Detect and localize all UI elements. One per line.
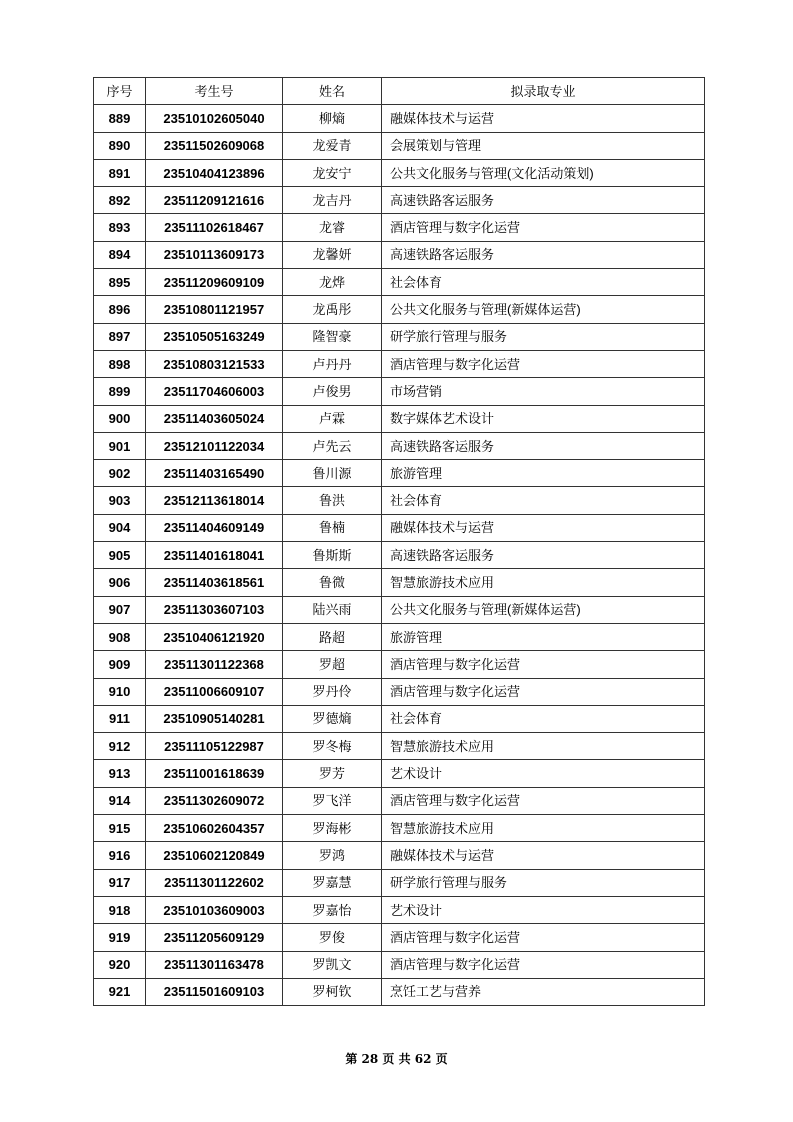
major: 会展策划与管理	[382, 132, 705, 159]
student-name: 龙馨妍	[283, 241, 382, 268]
student-name: 罗冬梅	[283, 733, 382, 760]
major: 智慧旅游技术应用	[382, 733, 705, 760]
table-row	[94, 187, 705, 214]
student-name: 卢霖	[283, 405, 382, 432]
exam-number: 23511403618561	[146, 569, 283, 596]
row-index: 902	[94, 460, 146, 487]
row-index: 889	[94, 105, 146, 132]
table-row	[94, 241, 705, 268]
major: 融媒体技术与运营	[382, 514, 705, 541]
table-row	[94, 924, 705, 951]
table-row	[94, 896, 705, 923]
student-name: 罗丹伶	[283, 678, 382, 705]
exam-number: 23510505163249	[146, 323, 283, 350]
exam-number: 23511301163478	[146, 951, 283, 978]
exam-number: 23510113609173	[146, 241, 283, 268]
major: 社会体育	[382, 705, 705, 732]
major: 高速铁路客运服务	[382, 241, 705, 268]
exam-number: 23510406121920	[146, 623, 283, 650]
table-row	[94, 760, 705, 787]
major: 酒店管理与数字化运营	[382, 951, 705, 978]
major: 酒店管理与数字化运营	[382, 651, 705, 678]
exam-number: 23511404609149	[146, 514, 283, 541]
student-name: 卢丹丹	[283, 350, 382, 377]
row-index: 912	[94, 733, 146, 760]
table-row	[94, 460, 705, 487]
exam-number: 23511301122368	[146, 651, 283, 678]
major: 艺术设计	[382, 896, 705, 923]
major: 艺术设计	[382, 760, 705, 787]
major: 社会体育	[382, 487, 705, 514]
row-index: 898	[94, 350, 146, 377]
student-name: 罗超	[283, 651, 382, 678]
row-index: 921	[94, 978, 146, 1005]
table-body	[94, 105, 705, 1006]
page-footer: 第 28 页 共 62 页	[345, 1052, 448, 1066]
major: 公共文化服务与管理(文化活动策划)	[382, 159, 705, 186]
student-name: 鲁川源	[283, 460, 382, 487]
header-exam-number: 考生号	[146, 78, 283, 105]
table-row	[94, 733, 705, 760]
row-index: 892	[94, 187, 146, 214]
row-index: 914	[94, 787, 146, 814]
row-index: 910	[94, 678, 146, 705]
student-name: 陆兴雨	[283, 596, 382, 623]
student-name: 卢先云	[283, 432, 382, 459]
exam-number: 23512113618014	[146, 487, 283, 514]
row-index: 908	[94, 623, 146, 650]
exam-number: 23510103609003	[146, 896, 283, 923]
row-index: 890	[94, 132, 146, 159]
student-name: 卢俊男	[283, 378, 382, 405]
major: 旅游管理	[382, 623, 705, 650]
student-name: 罗柯钦	[283, 978, 382, 1005]
student-name: 罗海彬	[283, 815, 382, 842]
major: 高速铁路客运服务	[382, 432, 705, 459]
table-row	[94, 432, 705, 459]
exam-number: 23511403165490	[146, 460, 283, 487]
row-index: 906	[94, 569, 146, 596]
major: 酒店管理与数字化运营	[382, 787, 705, 814]
student-name: 鲁微	[283, 569, 382, 596]
row-index: 891	[94, 159, 146, 186]
exam-number: 23511401618041	[146, 542, 283, 569]
exam-number: 23511105122987	[146, 733, 283, 760]
row-index: 916	[94, 842, 146, 869]
row-index: 895	[94, 269, 146, 296]
table-row	[94, 269, 705, 296]
major: 智慧旅游技术应用	[382, 569, 705, 596]
table-row	[94, 405, 705, 432]
exam-number: 23511301122602	[146, 869, 283, 896]
row-index: 901	[94, 432, 146, 459]
major: 酒店管理与数字化运营	[382, 350, 705, 377]
row-index: 913	[94, 760, 146, 787]
table-row	[94, 596, 705, 623]
major: 酒店管理与数字化运营	[382, 214, 705, 241]
row-index: 900	[94, 405, 146, 432]
row-index: 896	[94, 296, 146, 323]
exam-number: 23512101122034	[146, 432, 283, 459]
exam-number: 23511502609068	[146, 132, 283, 159]
row-index: 911	[94, 705, 146, 732]
table-row	[94, 787, 705, 814]
exam-number: 23510102605040	[146, 105, 283, 132]
exam-number: 23511704606003	[146, 378, 283, 405]
table-row	[94, 815, 705, 842]
major: 高速铁路客运服务	[382, 542, 705, 569]
student-name: 隆智豪	[283, 323, 382, 350]
row-index: 897	[94, 323, 146, 350]
row-index: 920	[94, 951, 146, 978]
student-name: 罗凯文	[283, 951, 382, 978]
exam-number: 23511102618467	[146, 214, 283, 241]
header-name: 姓名	[283, 78, 382, 105]
student-name: 罗德熵	[283, 705, 382, 732]
table-row	[94, 678, 705, 705]
row-index: 909	[94, 651, 146, 678]
student-name: 柳熵	[283, 105, 382, 132]
table-row	[94, 951, 705, 978]
major: 数字媒体艺术设计	[382, 405, 705, 432]
major: 研学旅行管理与服务	[382, 869, 705, 896]
major: 烹饪工艺与营养	[382, 978, 705, 1005]
exam-number: 23511403605024	[146, 405, 283, 432]
table-row	[94, 569, 705, 596]
table-row	[94, 705, 705, 732]
major: 研学旅行管理与服务	[382, 323, 705, 350]
major: 公共文化服务与管理(新媒体运营)	[382, 596, 705, 623]
row-index: 905	[94, 542, 146, 569]
exam-number: 23510905140281	[146, 705, 283, 732]
exam-number: 23511501609103	[146, 978, 283, 1005]
header-major: 拟录取专业	[382, 78, 705, 105]
table-row	[94, 350, 705, 377]
table-row	[94, 487, 705, 514]
major: 智慧旅游技术应用	[382, 815, 705, 842]
row-index: 893	[94, 214, 146, 241]
row-index: 918	[94, 896, 146, 923]
row-index: 894	[94, 241, 146, 268]
student-name: 龙烨	[283, 269, 382, 296]
exam-number: 23510602604357	[146, 815, 283, 842]
table-row	[94, 514, 705, 541]
student-name: 罗俊	[283, 924, 382, 951]
student-name: 龙睿	[283, 214, 382, 241]
header-index: 序号	[94, 78, 146, 105]
table-row	[94, 623, 705, 650]
student-name: 罗鸿	[283, 842, 382, 869]
exam-number: 23510404123896	[146, 159, 283, 186]
table-row	[94, 842, 705, 869]
major: 高速铁路客运服务	[382, 187, 705, 214]
table-header-row	[94, 78, 705, 105]
student-name: 龙禹彤	[283, 296, 382, 323]
exam-number: 23510602120849	[146, 842, 283, 869]
major: 旅游管理	[382, 460, 705, 487]
exam-number: 23510803121533	[146, 350, 283, 377]
table-row	[94, 296, 705, 323]
exam-number: 23511001618639	[146, 760, 283, 787]
student-name: 罗飞洋	[283, 787, 382, 814]
table-row	[94, 542, 705, 569]
row-index: 907	[94, 596, 146, 623]
row-index: 899	[94, 378, 146, 405]
table-row	[94, 651, 705, 678]
student-name: 路超	[283, 623, 382, 650]
major: 酒店管理与数字化运营	[382, 924, 705, 951]
major: 融媒体技术与运营	[382, 105, 705, 132]
table-row	[94, 214, 705, 241]
table-row	[94, 105, 705, 132]
student-name: 龙安宁	[283, 159, 382, 186]
row-index: 904	[94, 514, 146, 541]
major: 市场营销	[382, 378, 705, 405]
table-row	[94, 378, 705, 405]
student-name: 罗嘉怡	[283, 896, 382, 923]
exam-number: 23511302609072	[146, 787, 283, 814]
table-row	[94, 159, 705, 186]
exam-number: 23511209121616	[146, 187, 283, 214]
table-row	[94, 978, 705, 1005]
table-row	[94, 323, 705, 350]
major: 融媒体技术与运营	[382, 842, 705, 869]
exam-number: 23511303607103	[146, 596, 283, 623]
student-name: 罗嘉慧	[283, 869, 382, 896]
row-index: 919	[94, 924, 146, 951]
table-row	[94, 869, 705, 896]
exam-number: 23510801121957	[146, 296, 283, 323]
exam-number: 23511209609109	[146, 269, 283, 296]
student-name: 罗芳	[283, 760, 382, 787]
student-name: 龙吉丹	[283, 187, 382, 214]
exam-number: 23511006609107	[146, 678, 283, 705]
row-index: 903	[94, 487, 146, 514]
student-name: 鲁洪	[283, 487, 382, 514]
admission-table	[93, 77, 705, 1006]
major: 社会体育	[382, 269, 705, 296]
student-name: 鲁楠	[283, 514, 382, 541]
student-name: 鲁斯斯	[283, 542, 382, 569]
major: 酒店管理与数字化运营	[382, 678, 705, 705]
major: 公共文化服务与管理(新媒体运营)	[382, 296, 705, 323]
row-index: 917	[94, 869, 146, 896]
row-index: 915	[94, 815, 146, 842]
table-row	[94, 132, 705, 159]
exam-number: 23511205609129	[146, 924, 283, 951]
student-name: 龙爱青	[283, 132, 382, 159]
